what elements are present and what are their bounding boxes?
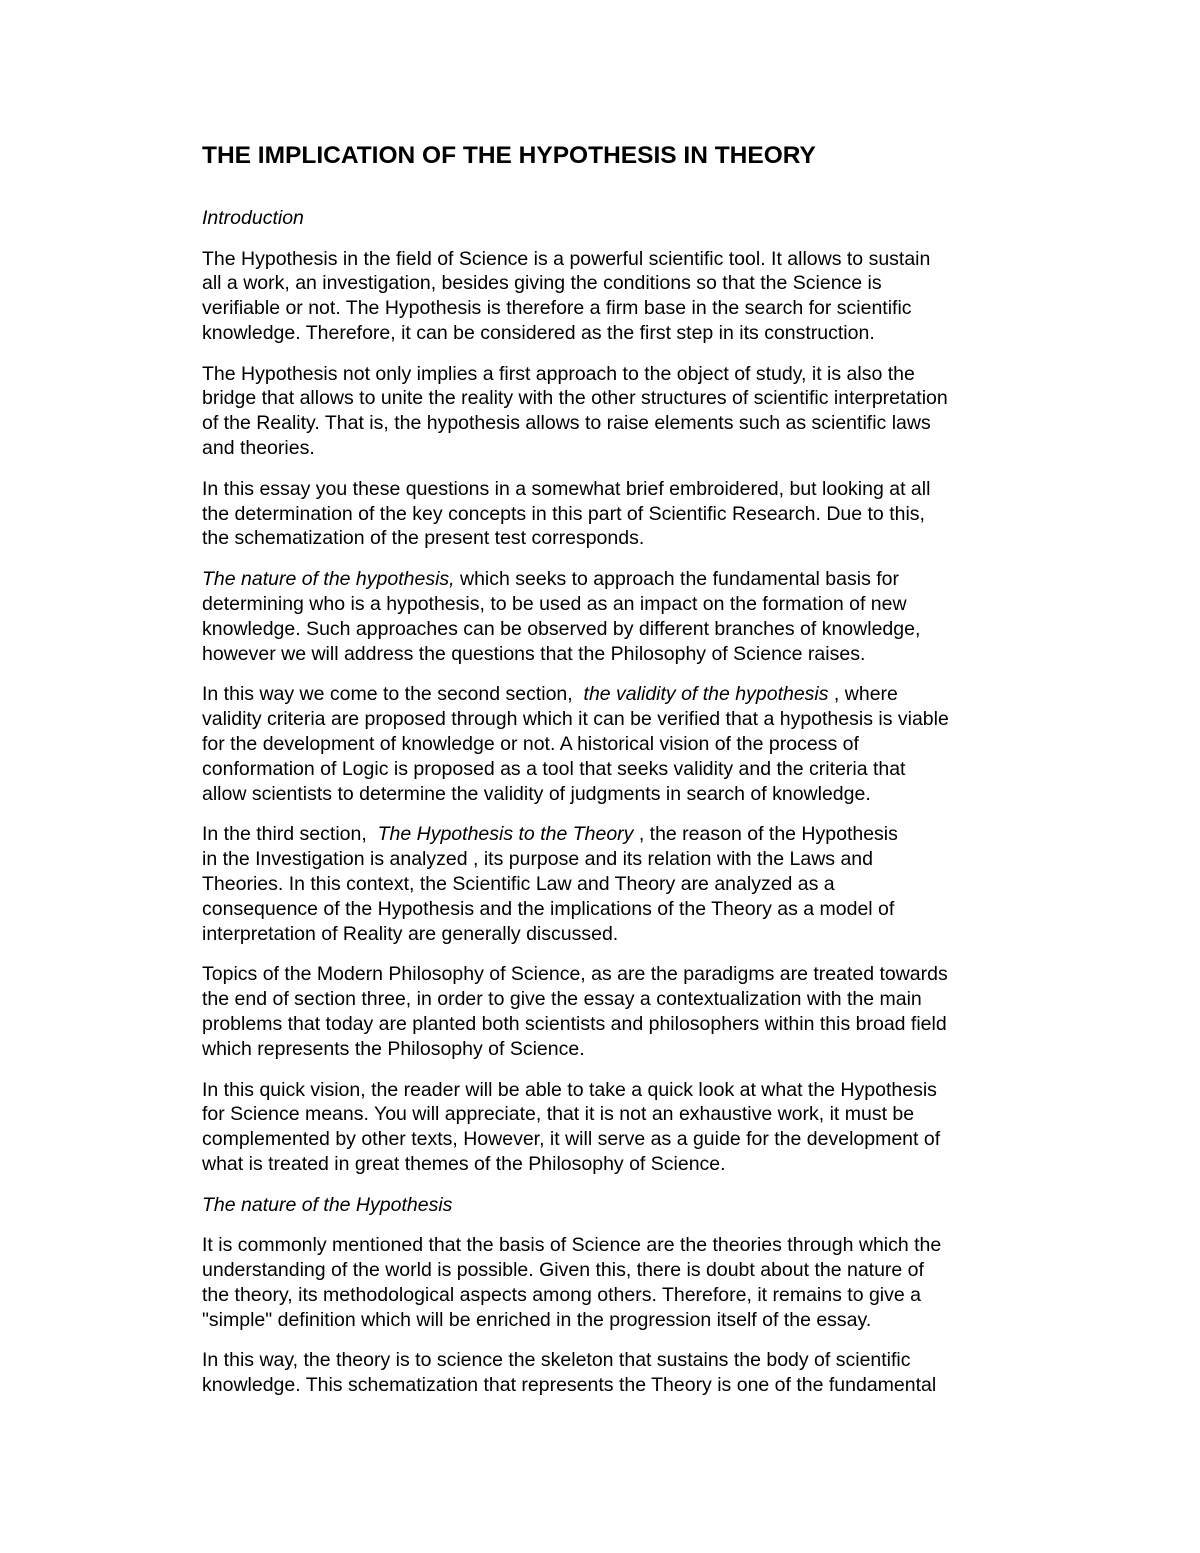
paragraph-line: the determination of the key concepts in this part of Scientific Research. Due to this, xyxy=(202,502,925,525)
italic-phrase: The nature of the hypothesis, xyxy=(202,568,455,591)
paragraph-text: , the reason of the Hypothesis xyxy=(633,823,898,846)
paragraph-line: conformation of Logic is proposed as a tool that seeks validity and the criteria that xyxy=(202,757,906,780)
paragraph-line: In this essay you these questions in a somewhat brief embroidered, but looking at all xyxy=(202,477,931,500)
paragraph-text: , where xyxy=(828,683,898,706)
paragraph-4 xyxy=(202,567,1042,666)
paragraph-line: interpretation of Reality are generally discussed. xyxy=(202,922,619,945)
document-title: THE IMPLICATION OF THE HYPOTHESIS IN THEORY xyxy=(202,142,816,169)
paragraph-6 xyxy=(202,822,1042,946)
section-heading-introduction: Introduction xyxy=(202,207,304,229)
paragraph-line: which represents the Philosophy of Science. xyxy=(202,1037,585,1060)
paragraph-line: consequence of the Hypothesis and the implications of the Theory as a model of xyxy=(202,897,895,920)
paragraph-line: of the Reality. That is, the hypothesis allows to raise elements such as scientific laws xyxy=(202,412,931,435)
paragraph-line: complemented by other texts, However, it will serve as a guide for the development of xyxy=(202,1128,941,1151)
paragraph-line: In this way, the theory is to science the skeleton that sustains the body of scientific xyxy=(202,1349,911,1372)
paragraph-line: verifiable or not. The Hypothesis is therefore a firm base in the search for scientific xyxy=(202,297,912,320)
paragraph-line: allow scientists to determine the validity of judgments in search of knowledge. xyxy=(202,782,871,805)
paragraph-line xyxy=(202,822,1042,847)
paragraph-line: in the Investigation is analyzed , its purpose and its relation with the Laws and xyxy=(202,848,873,871)
paragraph-line: In this quick vision, the reader will be able to take a quick look at what the Hypothesis xyxy=(202,1078,937,1101)
paragraph-text: In this way we come to the second section, xyxy=(202,683,584,706)
paragraph-line: determining who is a hypothesis, to be used as an impact on the formation of new xyxy=(202,593,907,616)
paragraph-line: the end of section three, in order to give the essay a contextualization with the main xyxy=(202,988,922,1011)
paragraph-line: knowledge. Therefore, it can be considered as the first step in its construction. xyxy=(202,321,875,344)
paragraph-line: The Hypothesis not only implies a first approach to the object of study, it is also the xyxy=(202,362,915,385)
paragraph-10 xyxy=(202,1348,1042,1398)
italic-phrase: The Hypothesis to the Theory xyxy=(377,823,634,846)
paragraph-8 xyxy=(202,1078,1042,1177)
paragraph-line: "simple" definition which will be enriched in the progression itself of the essay. xyxy=(202,1308,872,1331)
paragraph-line: the schematization of the present test corresponds. xyxy=(202,527,645,550)
paragraph-line: Topics of the Modern Philosophy of Science, as are the paradigms are treated towards xyxy=(202,963,948,986)
paragraph-line: knowledge. Such approaches can be observed by different branches of knowledge, xyxy=(202,617,921,640)
paragraph-line: validity criteria are proposed through which it can be verified that a hypothesis is viable xyxy=(202,708,949,731)
paragraph-text: which seeks to approach the fundamental basis for xyxy=(454,568,900,591)
paragraph-1 xyxy=(202,247,1042,346)
paragraph-text: In the third section, xyxy=(202,823,378,846)
paragraph-7 xyxy=(202,962,1042,1061)
paragraph-line: and theories. xyxy=(202,437,315,460)
paragraph-line: It is commonly mentioned that the basis of Science are the theories through which the xyxy=(202,1234,942,1257)
paragraph-line: understanding of the world is possible. Given this, there is doubt about the nature of xyxy=(202,1259,924,1282)
paragraph-line: The Hypothesis in the field of Science is a powerful scientific tool. It allows to sustain xyxy=(202,247,931,270)
paragraph-line: what is treated in great themes of the Philosophy of Science. xyxy=(202,1153,726,1175)
paragraph-line: problems that today are planted both scientists and philosophers within this broad field xyxy=(202,1013,947,1036)
paragraph-5 xyxy=(202,682,1042,806)
section-heading-nature-of-hypothesis: The nature of the Hypothesis xyxy=(202,1193,453,1216)
paragraph-line: for Science means. You will appreciate, that it is not an exhaustive work, it must be xyxy=(202,1103,915,1126)
italic-phrase: the validity of the hypothesis xyxy=(583,683,829,706)
paragraph-line: the theory, its methodological aspects among others. Therefore, it remains to give a xyxy=(202,1283,921,1306)
document-body xyxy=(202,140,1042,1414)
paragraph-line: knowledge. This schematization that represents the Theory is one of the fundamental xyxy=(202,1374,937,1397)
paragraph-line: all a work, an investigation, besides giving the conditions so that the Science is xyxy=(202,272,882,295)
paragraph-line: for the development of knowledge or not. A historical vision of the process of xyxy=(202,733,859,756)
paragraph-line: Theories. In this context, the Scientific Law and Theory are analyzed as a xyxy=(202,873,835,896)
paragraph-line xyxy=(202,682,1042,707)
paragraph-2 xyxy=(202,362,1042,461)
paragraph-3 xyxy=(202,477,1042,551)
paragraph-line: bridge that allows to unite the reality with the other structures of scientific interpretation xyxy=(202,387,948,410)
paragraph-line xyxy=(202,567,1042,592)
paragraph-9 xyxy=(202,1233,1042,1332)
paragraph-line: however we will address the questions that the Philosophy of Science raises. xyxy=(202,642,866,665)
